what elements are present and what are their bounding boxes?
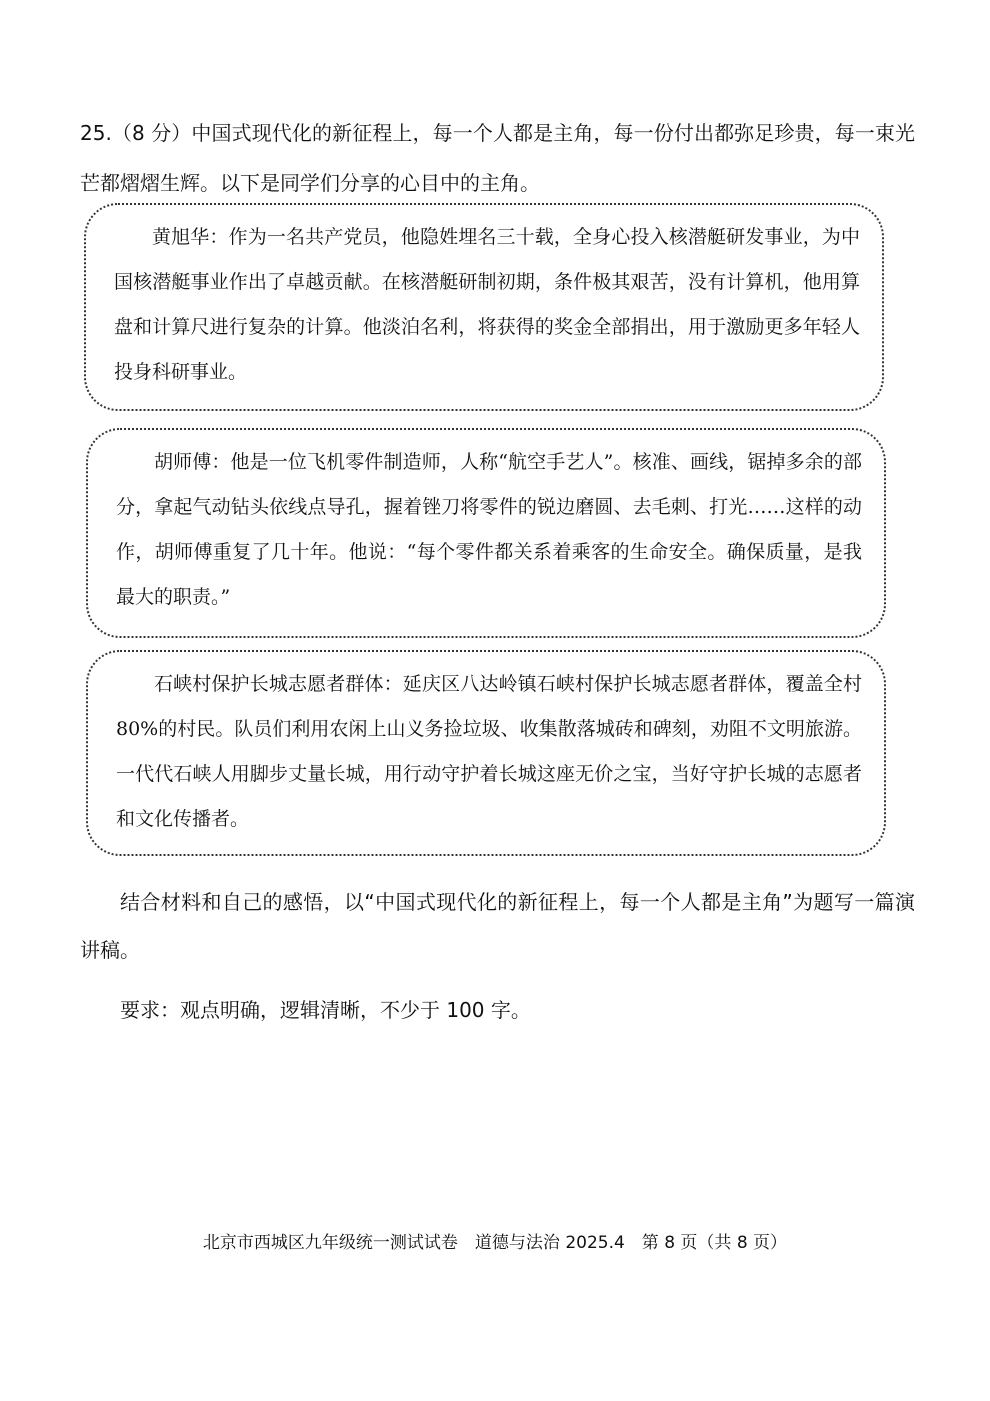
writing-prompt: 结合材料和自己的感悟，以“中国式现代化的新征程上，每一个人都是主角”为题写一篇演讲稿。 [80,890,915,962]
writing-requirement: 要求：观点明确，逻辑清晰，不少于 100 字。 [120,998,531,1022]
material-box-huang-xuhua [84,203,884,411]
material-text: 黄旭华：作为一名共产党员，他隐姓埋名三十载，全身心投入核潜艇研发事业，为中国核潜艇事业作出了卓越贡献。在核潜艇研制初期，条件极其艰苦，没有计算机，他用算盘和计算尺进行复杂的计算。他淡泊名利，将获得的奖金全部捐出，用于激励更多年轻人投身科研事业。 [114,226,860,383]
material-text: 胡师傅：他是一位飞机零件制造师，人称“航空手艺人”。核准、画线，锯掉多余的部分，拿起气动钻头依线点导孔，握着锉刀将零件的锐边磨圆、去毛刺、打光……这样的动作，胡师傅重复了几十年。他说：“每个零件都关系着乘客的生命安全。确保质量，是我最大的职责。” [116,451,862,608]
material-box-master-hu [86,428,886,638]
material-box-shixia-volunteers [86,650,886,856]
material-text: 石峡村保护长城志愿者群体：延庆区八达岭镇石峡村保护长城志愿者群体，覆盖全村 80%的村民。队员们利用农闲上山义务捡垃圾、收集散落城砖和碑刻，劝阻不文明旅游。一代代石峡人用脚步丈量长城，用行动守护着长城这座无价之宝，当好守护长城的志愿者和文化传播者。 [116,673,862,830]
question-stem: 25.（8 分）中国式现代化的新征程上，每一个人都是主角，每一份付出都弥足珍贵，每一束光芒都熠熠生辉。以下是同学们分享的心目中的主角。 [80,121,915,195]
page-footer: 北京市西城区九年级统一测试试卷 道德与法治 2025.4 第 8 页（共 8 页） [202,1233,788,1253]
